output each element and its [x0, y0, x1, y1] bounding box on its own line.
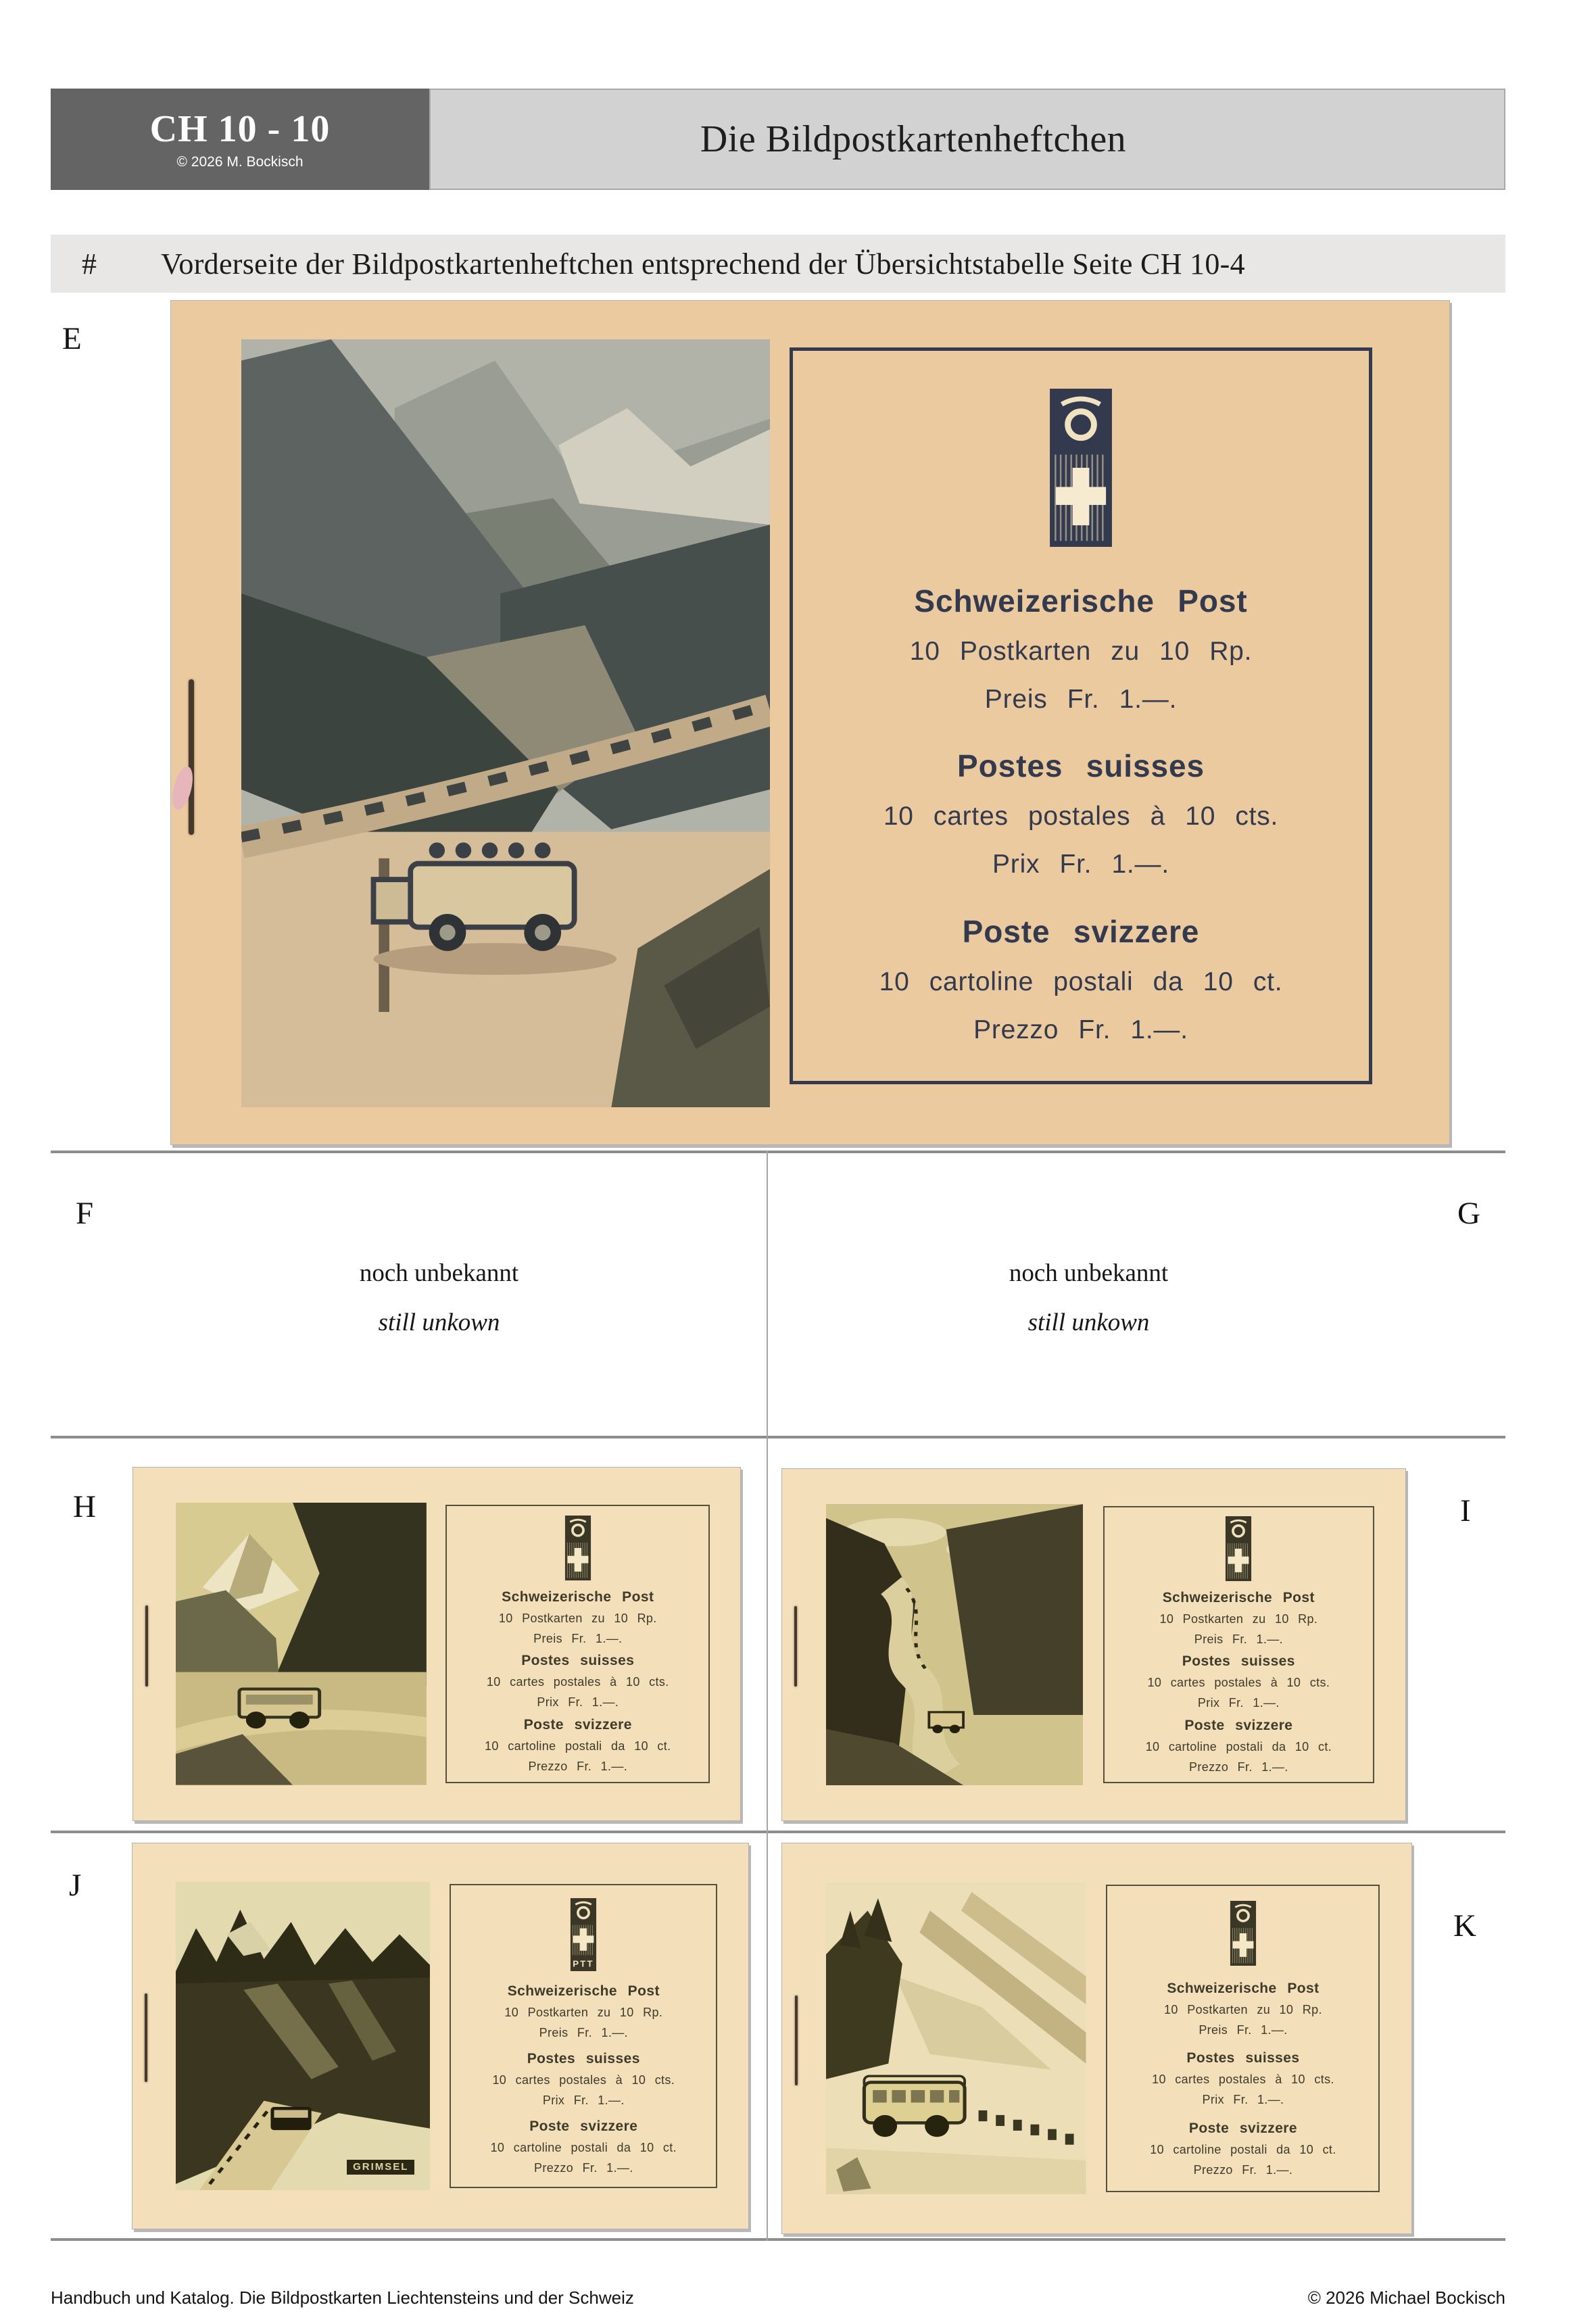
booklet-i-photo-winding-road [826, 1504, 1084, 1785]
booklet-line: Prix Fr. 1.—. [992, 850, 1169, 879]
booklet-line: Schweizerische Post [507, 1983, 660, 1999]
booklet-text-italian [485, 1718, 671, 1772]
booklet-text-italian [879, 913, 1283, 1044]
booklet-h-photo-peak-and-bus [176, 1503, 427, 1785]
swiss-post-emblem [563, 1516, 593, 1580]
booklet-line: Preis Fr. 1.—. [1199, 2023, 1288, 2037]
swiss-post-emblem [1045, 389, 1117, 547]
swiss-post-ptt-emblem [568, 1898, 598, 1971]
booklet-line: Postes suisses [1186, 2050, 1300, 2066]
page-header [429, 89, 1505, 190]
booklet-line: 10 cartes postales à 10 cts. [486, 1675, 669, 1689]
booklet-text-french [487, 1653, 669, 1708]
mountain-scene-illustration [176, 1503, 427, 1785]
booklet-line: Poste svizzere [1188, 2120, 1297, 2136]
cell-g-unknown [767, 1259, 1505, 1337]
booklet-line: Poste svizzere [529, 2119, 638, 2135]
booklet-k-photo-winter-bus [826, 1883, 1086, 2195]
booklet-line: Poste svizzere [1184, 1717, 1293, 1733]
booklet-cover-k [781, 1843, 1412, 2234]
booklet-line: 10 cartes postales à 10 cts. [1152, 2073, 1334, 2087]
unknown-text-en: still unkown [1027, 1309, 1150, 1336]
booklet-text-french [1152, 2051, 1334, 2106]
booklet-line: Poste svizzere [962, 913, 1200, 949]
booklet-line: 10 Postkarten zu 10 Rp. [909, 636, 1253, 666]
staple [145, 1605, 148, 1687]
booklet-text-italian [1146, 1718, 1332, 1773]
booklet-line: Schweizerische Post [1167, 1980, 1320, 1996]
booklet-line: Prix Fr. 1.—. [1197, 1696, 1280, 1710]
staple [145, 1993, 147, 2082]
booklet-line: 10 cartoline postali da 10 ct. [879, 967, 1283, 996]
booklet-line: 10 cartes postales à 10 cts. [883, 802, 1279, 831]
booklet-text-italian [1150, 2121, 1336, 2176]
section-label-f: F [76, 1196, 94, 1231]
booklet-line: Preis Fr. 1.—. [1194, 1632, 1283, 1646]
booklet-line: Schweizerische Post [502, 1589, 654, 1605]
section-label-h: H [73, 1489, 96, 1524]
booklet-text-french [492, 2052, 675, 2106]
booklet-text-italian [491, 2119, 677, 2174]
booklet-j-text-panel [450, 1884, 717, 2188]
cell-f-unknown [51, 1259, 767, 1337]
booklet-line: Preis Fr. 1.—. [533, 1631, 623, 1645]
row-divider [51, 1436, 1505, 1438]
mountain-scene-illustration [176, 1882, 430, 2190]
swiss-post-emblem [1228, 1901, 1258, 1966]
booklet-line: 10 Postkarten zu 10 Rp. [1159, 1612, 1318, 1626]
booklet-line: Prezzo Fr. 1.—. [1189, 1760, 1288, 1774]
booklet-cover-h [132, 1467, 741, 1821]
booklet-line: Prezzo Fr. 1.—. [973, 1015, 1188, 1044]
booklet-line: 10 Postkarten zu 10 Rp. [504, 2005, 663, 2019]
booklet-line: Prezzo Fr. 1.—. [1193, 2162, 1293, 2177]
row-divider [51, 1151, 1505, 1153]
booklet-j-photo-grimsel-pass [176, 1882, 430, 2190]
booklet-line: Preis Fr. 1.—. [539, 2025, 628, 2039]
mountain-scene-illustration [241, 339, 770, 1107]
booklet-line: 10 cartes postales à 10 cts. [492, 2073, 675, 2087]
section-label-i: I [1460, 1493, 1471, 1528]
row-divider [51, 2238, 1505, 2241]
subheader-bar [51, 235, 1505, 293]
booklet-line: Postes suisses [521, 1653, 635, 1669]
emblem-ptt-text: PTT [573, 1958, 595, 1969]
mountain-scene-illustration [826, 1883, 1086, 2195]
booklet-cover-j [132, 1843, 749, 2229]
booklet-cover-i [781, 1468, 1406, 1821]
booklet-line: 10 cartes postales à 10 cts. [1147, 1676, 1330, 1690]
booklet-line: 10 Postkarten zu 10 Rp. [1164, 2002, 1322, 2016]
booklet-line: Prezzo Fr. 1.—. [533, 2161, 633, 2175]
booklet-line: 10 Postkarten zu 10 Rp. [498, 1611, 657, 1625]
catalog-code-copyright: © 2026 M. Bockisch [176, 153, 304, 170]
booklet-text-german [910, 585, 1253, 712]
catalog-code-box [51, 89, 429, 190]
booklet-text-french [1148, 1654, 1330, 1709]
catalog-code: CH 10 - 10 [149, 107, 331, 150]
photo-caption-grimsel: GRIMSEL [347, 2160, 414, 2175]
mountain-scene-illustration [826, 1504, 1084, 1785]
section-label-k: K [1453, 1908, 1476, 1943]
booklet-text-german [1159, 1591, 1317, 1645]
unknown-text-en: still unkown [378, 1309, 500, 1336]
booklet-line: 10 cartoline postali da 10 ct. [485, 1739, 671, 1753]
booklet-line: 10 cartoline postali da 10 ct. [490, 2141, 677, 2155]
unknown-text-de: noch unbekannt [359, 1259, 519, 1287]
booklet-text-french [884, 750, 1278, 877]
footer-copyright: © 2026 Michael Bockisch [1307, 2287, 1505, 2308]
booklet-h-text-panel [445, 1505, 710, 1783]
booklet-cover-e [170, 300, 1450, 1145]
booklet-text-german [499, 1590, 657, 1645]
staple [794, 1606, 797, 1687]
booklet-line: Postes suisses [957, 748, 1205, 784]
section-label-j: J [69, 1868, 82, 1903]
booklet-line: Preis Fr. 1.—. [984, 684, 1178, 714]
booklet-line: Prix Fr. 1.—. [1202, 2093, 1284, 2107]
section-label-g: G [1457, 1196, 1480, 1231]
hash-column-marker: # [82, 247, 97, 281]
booklet-line: Schweizerische Post [914, 583, 1248, 619]
swiss-post-emblem [1224, 1516, 1253, 1581]
subheader-text: Vorderseite der Bildpostkartenheftchen entsprechend der Übersichtstabelle Seite CH 10-4 [161, 247, 1245, 281]
page-title: Die Bildpostkartenheftchen [700, 118, 1127, 160]
section-label-e: E [62, 321, 82, 356]
booklet-line: Schweizerische Post [1162, 1589, 1315, 1605]
booklet-line: Prix Fr. 1.—. [537, 1695, 619, 1710]
unknown-text-de: noch unbekannt [1009, 1259, 1169, 1287]
row-divider [51, 1831, 1505, 1833]
staple [795, 1995, 798, 2085]
footer-book-title: Handbuch und Katalog. Die Bildpostkarten Liechtensteins und der Schweiz [51, 2287, 634, 2308]
booklet-e-photo-mountain-road-bus [241, 339, 770, 1107]
booklet-i-text-panel [1103, 1506, 1374, 1784]
booklet-text-german [1164, 1981, 1322, 2036]
booklet-k-text-panel [1106, 1885, 1380, 2193]
booklet-line: Postes suisses [1182, 1653, 1295, 1670]
booklet-line: Postes suisses [527, 2050, 640, 2066]
booklet-e-text-panel [790, 347, 1372, 1084]
booklet-line: Prix Fr. 1.—. [542, 2093, 625, 2107]
booklet-line: 10 cartoline postali da 10 ct. [1150, 2142, 1336, 2156]
booklet-line: Prezzo Fr. 1.—. [528, 1760, 628, 1774]
booklet-text-german [504, 1984, 662, 2039]
booklet-line: 10 cartoline postali da 10 ct. [1145, 1739, 1332, 1753]
staple [189, 679, 194, 835]
booklet-line: Poste svizzere [523, 1717, 632, 1733]
